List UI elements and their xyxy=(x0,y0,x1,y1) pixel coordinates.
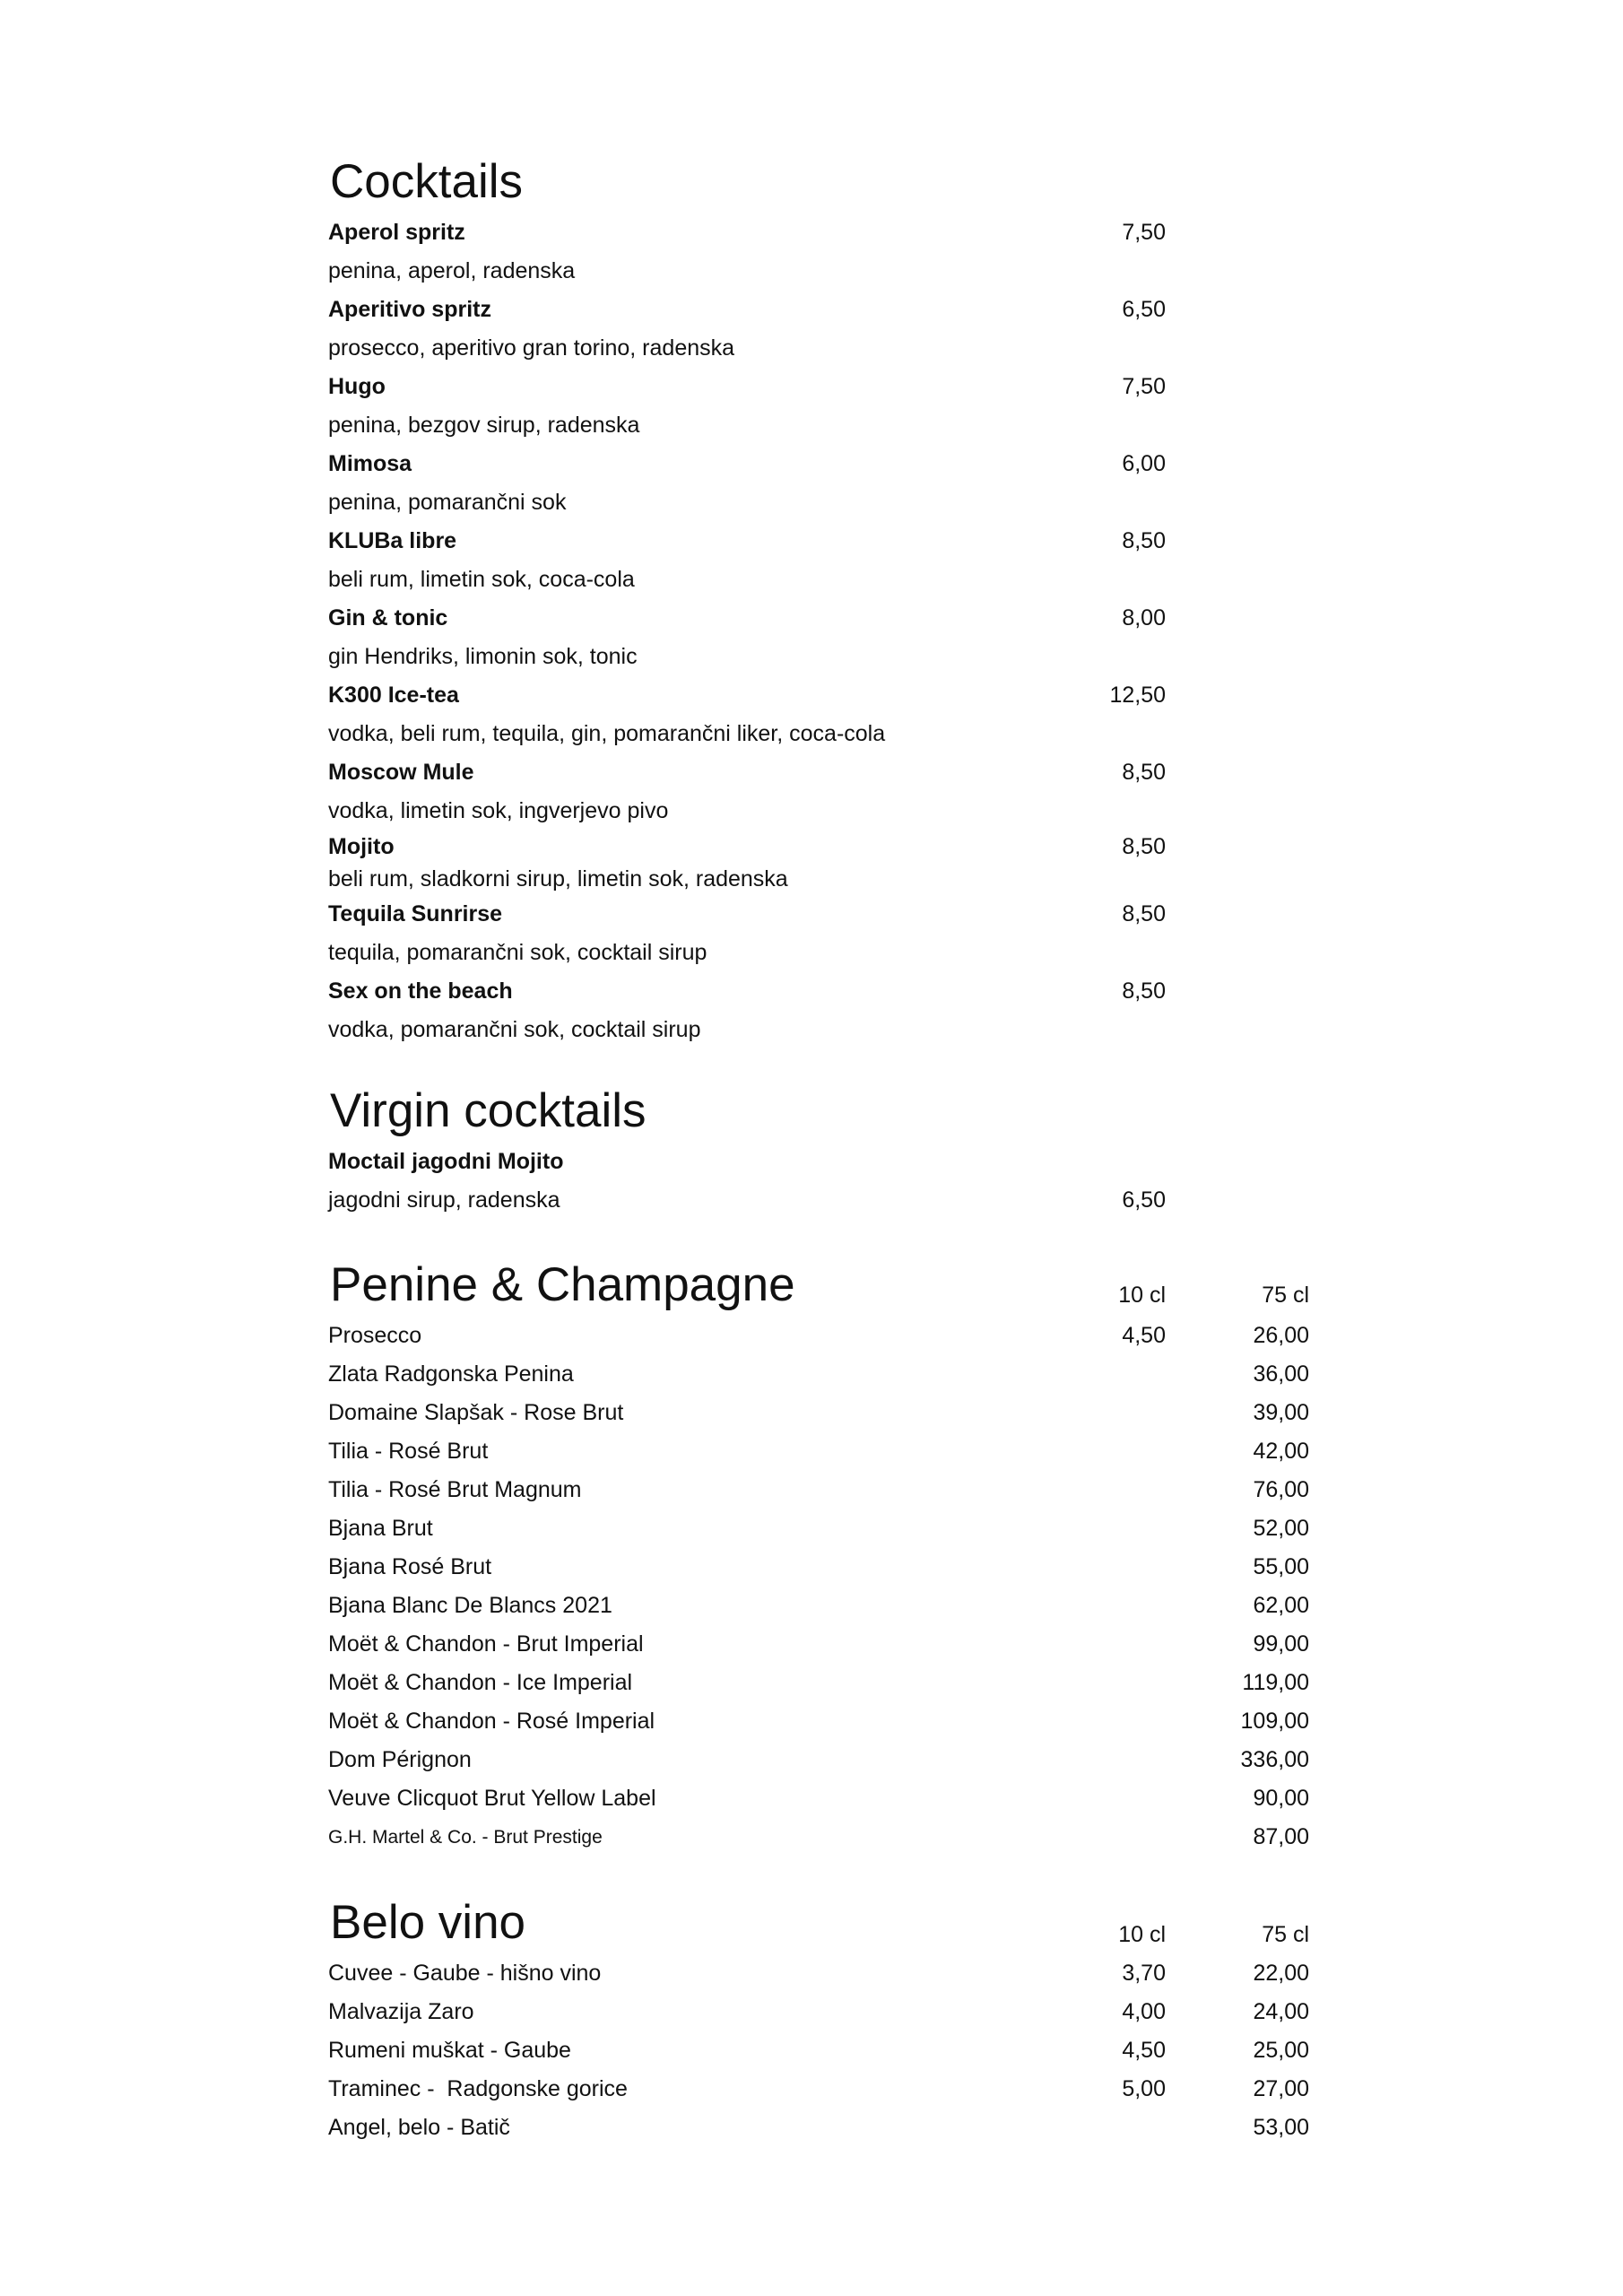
wine-name: Rumeni muškat - Gaube xyxy=(328,2038,571,2063)
section-title-cocktails: Cocktails xyxy=(330,155,524,208)
price-75cl: 24,00 xyxy=(1253,1999,1309,2024)
wine-name: Traminec - Radgonske gorice xyxy=(328,2076,628,2101)
cocktail-ingredients: vodka, beli rum, tequila, gin, pomarančni liker, coca-cola xyxy=(328,721,886,746)
cocktail-name: Gin & tonic xyxy=(328,605,448,631)
cocktail-ingredients: gin Hendriks, limonin sok, tonic xyxy=(328,644,638,669)
column-header-75cl: 75 cl xyxy=(1262,1283,1309,1308)
cocktail-price: 8,50 xyxy=(1122,760,1166,785)
cocktail-name: Mimosa xyxy=(328,451,412,476)
price-75cl: 55,00 xyxy=(1253,1554,1309,1579)
price-10cl: 4,50 xyxy=(1122,1323,1166,1348)
section-title-penine-champagne: Penine & Champagne xyxy=(330,1258,795,1311)
cocktail-ingredients: vodka, limetin sok, ingverjevo pivo xyxy=(328,798,669,823)
column-header-10cl: 10 cl xyxy=(1118,1283,1166,1308)
cocktail-price: 7,50 xyxy=(1122,220,1166,245)
wine-name: Bjana Brut xyxy=(328,1516,433,1541)
cocktail-name: Aperol spritz xyxy=(328,220,465,245)
cocktail-price: 8,50 xyxy=(1122,528,1166,553)
cocktail-name: Tequila Sunrirse xyxy=(328,901,503,926)
wine-name: Bjana Rosé Brut xyxy=(328,1554,492,1579)
cocktail-name: K300 Ice-tea xyxy=(328,683,459,708)
section-title-belo-vino: Belo vino xyxy=(330,1896,526,1949)
price-75cl: 36,00 xyxy=(1253,1361,1309,1387)
cocktail-name: Hugo xyxy=(328,374,386,399)
wine-name: Malvazija Zaro xyxy=(328,1999,474,2024)
cocktail-price: 6,50 xyxy=(1122,297,1166,322)
wine-name: Tilia - Rosé Brut Magnum xyxy=(328,1477,582,1502)
cocktail-ingredients: prosecco, aperitivo gran torino, radenska xyxy=(328,335,735,361)
wine-name: Angel, belo - Batič xyxy=(328,2115,510,2140)
cocktail-ingredients: beli rum, sladkorni sirup, limetin sok, radenska xyxy=(328,866,788,891)
cocktail-name: KLUBa libre xyxy=(328,528,457,553)
cocktail-price: 7,50 xyxy=(1122,374,1166,399)
price-75cl: 99,00 xyxy=(1253,1631,1309,1657)
price-75cl: 119,00 xyxy=(1242,1670,1309,1695)
price-75cl: 39,00 xyxy=(1253,1400,1309,1425)
wine-name: Prosecco xyxy=(328,1323,422,1348)
wine-name: Zlata Radgonska Penina xyxy=(328,1361,574,1387)
price-75cl: 26,00 xyxy=(1253,1323,1309,1348)
cocktail-price: 12,50 xyxy=(1109,683,1166,708)
cocktail-price: 8,50 xyxy=(1122,834,1166,859)
cocktail-ingredients: beli rum, limetin sok, coca-cola xyxy=(328,567,635,592)
wine-name: Moët & Chandon - Rosé Imperial xyxy=(328,1709,655,1734)
cocktail-price: 8,00 xyxy=(1122,605,1166,631)
cocktail-ingredients: penina, pomarančni sok xyxy=(328,490,567,515)
cocktail-name: Sex on the beach xyxy=(328,978,513,1004)
price-75cl: 90,00 xyxy=(1253,1786,1309,1811)
price-75cl: 76,00 xyxy=(1253,1477,1309,1502)
price-75cl: 87,00 xyxy=(1253,1824,1309,1849)
wine-name: Bjana Blanc De Blancs 2021 xyxy=(328,1593,612,1618)
price-75cl: 25,00 xyxy=(1253,2038,1309,2063)
price-75cl: 52,00 xyxy=(1253,1516,1309,1541)
price-75cl: 109,00 xyxy=(1240,1709,1309,1734)
wine-name: Cuvee - Gaube - hišno vino xyxy=(328,1961,602,1986)
wine-name: Tilia - Rosé Brut xyxy=(328,1439,489,1464)
cocktail-ingredients: penina, bezgov sirup, radenska xyxy=(328,413,640,438)
section-title-virgin-cocktails: Virgin cocktails xyxy=(330,1084,647,1137)
price-10cl: 5,00 xyxy=(1122,2076,1166,2101)
cocktail-ingredients: tequila, pomarančni sok, cocktail sirup xyxy=(328,940,707,965)
cocktail-price: 8,50 xyxy=(1122,901,1166,926)
virgin-cocktail-name: Moctail jagodni Mojito xyxy=(328,1149,564,1174)
wine-name: G.H. Martel & Co. - Brut Prestige xyxy=(328,1827,603,1848)
wine-name: Moët & Chandon - Ice Imperial xyxy=(328,1670,633,1695)
cocktail-name: Mojito xyxy=(328,834,395,859)
price-10cl: 3,70 xyxy=(1122,1961,1166,1986)
price-75cl: 53,00 xyxy=(1253,2115,1309,2140)
cocktail-ingredients: vodka, pomarančni sok, cocktail sirup xyxy=(328,1017,701,1042)
price-75cl: 27,00 xyxy=(1253,2076,1309,2101)
price-10cl: 4,50 xyxy=(1122,2038,1166,2063)
wine-name: Veuve Clicquot Brut Yellow Label xyxy=(328,1786,656,1811)
wine-name: Domaine Slapšak - Rose Brut xyxy=(328,1400,624,1425)
price-75cl: 22,00 xyxy=(1253,1961,1309,1986)
price-10cl: 4,00 xyxy=(1122,1999,1166,2024)
cocktail-price: 6,00 xyxy=(1122,451,1166,476)
cocktail-ingredients: penina, aperol, radenska xyxy=(328,258,576,283)
cocktail-price: 8,50 xyxy=(1122,978,1166,1004)
wine-name: Moët & Chandon - Brut Imperial xyxy=(328,1631,644,1657)
price-75cl: 42,00 xyxy=(1253,1439,1309,1464)
cocktail-name: Aperitivo spritz xyxy=(328,297,491,322)
virgin-cocktail-ingredients: jagodni sirup, radenska xyxy=(328,1187,560,1213)
column-header-75cl: 75 cl xyxy=(1262,1922,1309,1947)
price-75cl: 336,00 xyxy=(1240,1747,1309,1772)
virgin-cocktail-price: 6,50 xyxy=(1122,1187,1166,1213)
wine-name: Dom Pérignon xyxy=(328,1747,472,1772)
column-header-10cl: 10 cl xyxy=(1118,1922,1166,1947)
cocktail-name: Moscow Mule xyxy=(328,760,474,785)
price-75cl: 62,00 xyxy=(1253,1593,1309,1618)
